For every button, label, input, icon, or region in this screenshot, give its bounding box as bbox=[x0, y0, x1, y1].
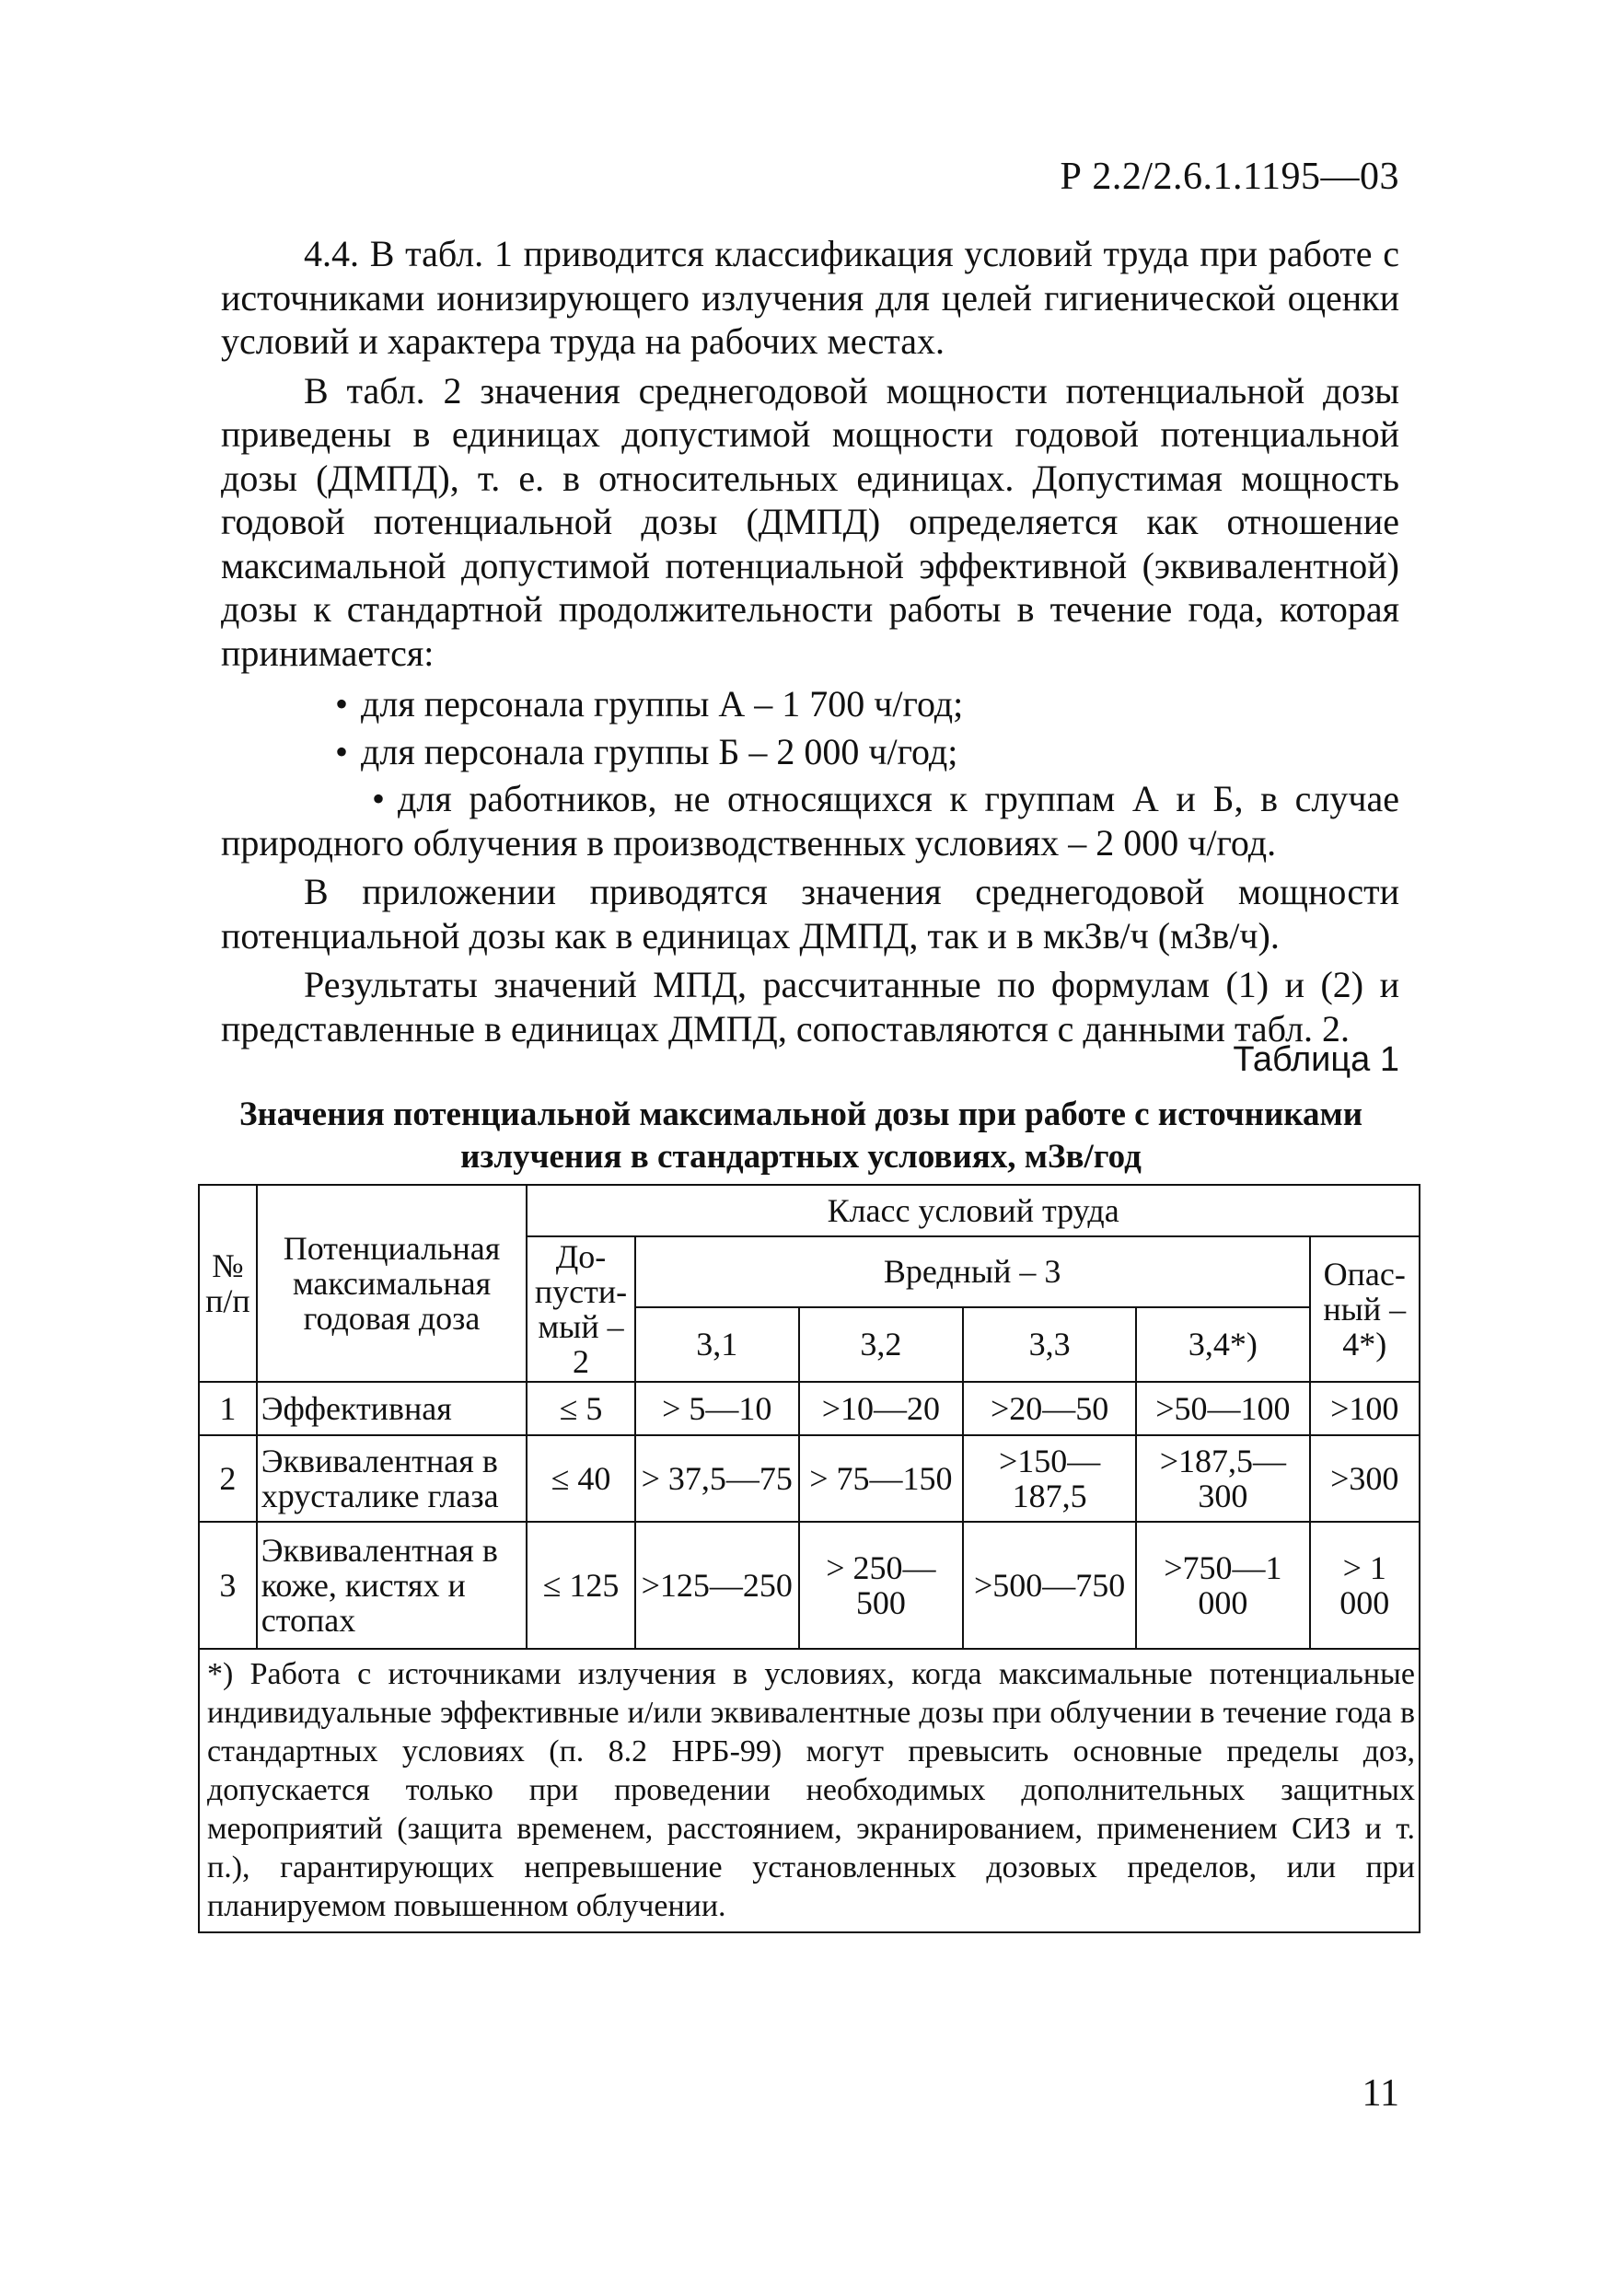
header-sub: 3,2 bbox=[799, 1307, 963, 1382]
paragraph: В табл. 2 значения среднегодовой мощности потенциальной дозы приведены в единицах допустимой мощности годовой потенциальной дозы (ДМПД), т. е. в относительных единицах. Допустимая мощность годовой потенциальной дозы (ДМПД) определяется как отношение максимальной допустимой потенциальной эффективной (эквивалентной) дозы к стандартной продолжительности работы в течение года, которая принимается: bbox=[221, 369, 1399, 674]
cell-c31: >125—250 bbox=[635, 1522, 799, 1649]
list-item: • для персонала группы А – 1 700 ч/год; bbox=[334, 683, 964, 725]
header-sub: 3,1 bbox=[635, 1307, 799, 1382]
cell-c34: >750—1 000 bbox=[1136, 1522, 1309, 1649]
cell-allowed: ≤ 5 bbox=[527, 1382, 634, 1435]
cell-allowed: ≤ 40 bbox=[527, 1435, 634, 1522]
table-label: Таблица 1 bbox=[1233, 1040, 1399, 1079]
header-harmful: Вредный – 3 bbox=[635, 1236, 1310, 1307]
document-code: Р 2.2/2.6.1.1195—03 bbox=[1060, 156, 1399, 198]
table-footnote: *) Работа с источниками излучения в условиях, когда максимальные потенциальные индивидуальные эффективные и/или эквивалентные дозы при облучении в течение года в стандартных условиях (п. 8.2 НРБ-99) могут превысить основные пределы доз, допускается только при проведении необходимых дополнительных защитных мероприятий (защита временем, расстоянием, экранированием, применением СИЗ и т. п.), гарантирующих непревышение установленных дозовых пределов, или при планируемом повышенном облучении. bbox=[199, 1649, 1420, 1932]
cell-dangerous: > 1 000 bbox=[1310, 1522, 1420, 1649]
header-sub: 3,4*) bbox=[1136, 1307, 1309, 1382]
paragraph: В приложении приводятся значения среднегодовой мощности потенциальной дозы как в единицах ДМПД, так и в мкЗв/ч (мЗв/ч). bbox=[221, 871, 1399, 957]
cell-name: Эквивалентная в хрусталике глаза bbox=[257, 1435, 528, 1522]
cell-name: Эквивалентная в коже, кистях и стопах bbox=[257, 1522, 528, 1649]
cell-c33: >150—187,5 bbox=[963, 1435, 1136, 1522]
cell-c33: >20—50 bbox=[963, 1382, 1136, 1435]
table-row bbox=[199, 1522, 1420, 1649]
body-text bbox=[221, 232, 1399, 1050]
cell-allowed: ≤ 125 bbox=[527, 1522, 634, 1649]
caption-line: Значения потенциальной максимальной дозы при работе с источниками bbox=[238, 1096, 1363, 1133]
cell-c32: >10—20 bbox=[799, 1382, 963, 1435]
header-num: № п/п bbox=[199, 1185, 257, 1382]
list-item: • для персонала группы Б – 2 000 ч/год; bbox=[334, 730, 958, 772]
cell-dangerous: >100 bbox=[1310, 1382, 1420, 1435]
table-row bbox=[199, 1435, 1420, 1522]
table-caption bbox=[203, 1094, 1399, 1178]
cell-num: 2 bbox=[199, 1435, 257, 1522]
cell-c34: >50—100 bbox=[1136, 1382, 1309, 1435]
cell-c33: >500—750 bbox=[963, 1522, 1136, 1649]
cell-num: 1 bbox=[199, 1382, 257, 1435]
paragraph: 4.4. В табл. 1 приводится классификация условий труда при работе с источниками ионизирующего излучения для целей гигиенической оценки условий и характера труда на рабочих местах. bbox=[221, 233, 1399, 362]
header-sub: 3,3 bbox=[963, 1307, 1136, 1382]
header-class: Класс условий труда bbox=[527, 1185, 1420, 1236]
header-dose: Потенциальная максимальная годовая доза bbox=[257, 1185, 528, 1382]
list-item: • для работников, не относящихся к группам А и Б, в случае природного облучения в производственных условиях – 2 000 ч/год. bbox=[221, 778, 1399, 864]
dose-table bbox=[198, 1184, 1420, 1933]
footnote-row bbox=[199, 1649, 1420, 1932]
cell-num: 3 bbox=[199, 1522, 257, 1649]
cell-c32: > 250—500 bbox=[799, 1522, 963, 1649]
cell-c32: > 75—150 bbox=[799, 1435, 963, 1522]
cell-name: Эффективная bbox=[257, 1382, 528, 1435]
paragraph: Результаты значений МПД, рассчитанные по формулам (1) и (2) и представленные в единицах ДМПД, сопоставляются с данными табл. 2. bbox=[221, 964, 1399, 1049]
cell-c31: > 37,5—75 bbox=[635, 1435, 799, 1522]
cell-c31: > 5—10 bbox=[635, 1382, 799, 1435]
caption-line: излучения в стандартных условиях, мЗв/год bbox=[460, 1138, 1142, 1176]
header-allowed: До-пусти-мый – 2 bbox=[527, 1236, 634, 1382]
page-number: 11 bbox=[1362, 2072, 1399, 2115]
bullet-list bbox=[221, 682, 1399, 864]
cell-c34: >187,5—300 bbox=[1136, 1435, 1309, 1522]
table-row bbox=[199, 1382, 1420, 1435]
cell-dangerous: >300 bbox=[1310, 1435, 1420, 1522]
header-dangerous: Опас-ный – 4*) bbox=[1310, 1236, 1420, 1382]
